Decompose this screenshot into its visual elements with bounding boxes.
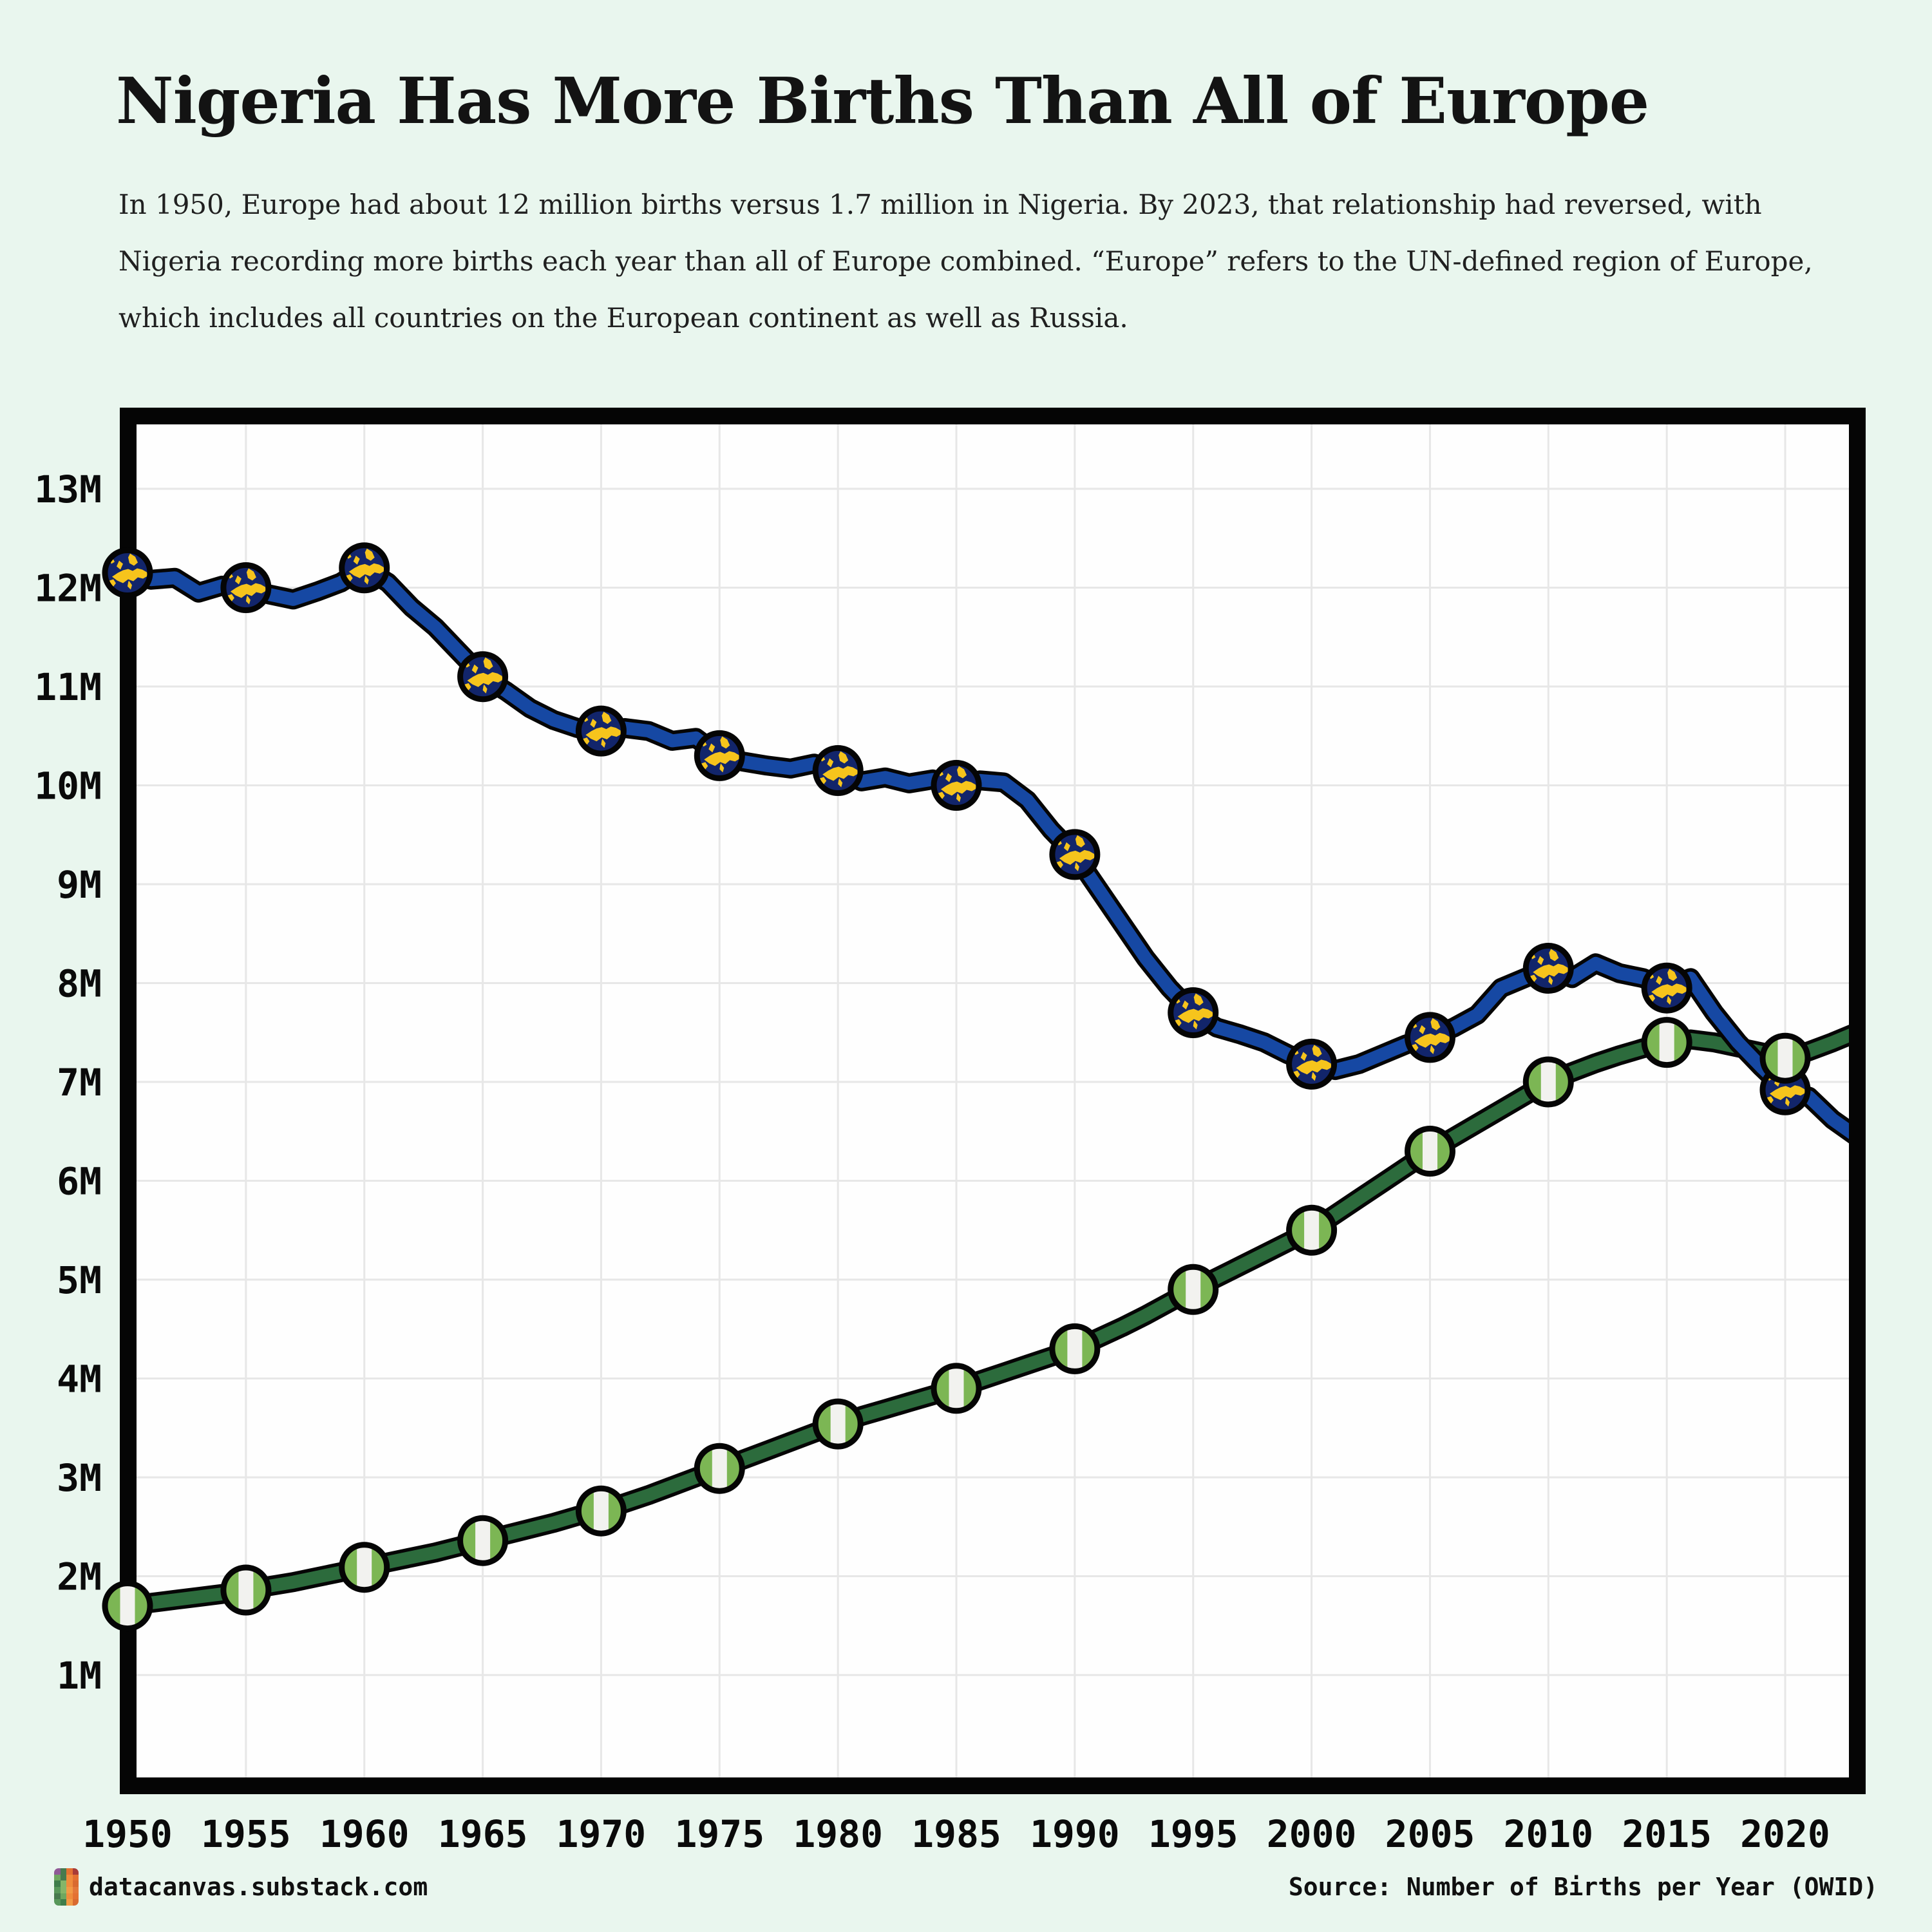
nigeria-marker-1990	[1052, 1326, 1097, 1371]
y-tick-label-12M: 12M	[34, 566, 102, 611]
europe-marker-1960	[342, 545, 387, 591]
logo-pixel	[73, 1875, 79, 1881]
source-credit: Source: Number of Births per Year (OWID)	[1288, 1873, 1878, 1901]
x-tick-label-1960: 1960	[319, 1812, 410, 1856]
footer-left	[54, 1868, 428, 1906]
logo-pixel	[66, 1893, 73, 1900]
nigeria-marker-1950	[105, 1584, 150, 1629]
x-axis-labels	[82, 1812, 1830, 1856]
logo-pixel	[73, 1899, 79, 1906]
x-tick-label-1990: 1990	[1030, 1812, 1120, 1856]
logo-pixel	[54, 1875, 61, 1881]
europe-marker-1975	[697, 733, 742, 778]
logo-pixel	[61, 1893, 67, 1900]
nigeria-marker-1955	[223, 1567, 269, 1613]
logo-pixel	[61, 1899, 67, 1906]
logo-pixel	[66, 1875, 73, 1881]
x-tick-label-1955: 1955	[201, 1812, 291, 1856]
nigeria-marker-1985	[934, 1366, 979, 1411]
x-tick-label-2005: 2005	[1385, 1812, 1475, 1856]
europe-marker-2015	[1644, 965, 1689, 1010]
x-tick-label-1965: 1965	[437, 1812, 528, 1856]
x-tick-label-1985: 1985	[911, 1812, 1001, 1856]
europe-marker-1965	[460, 654, 506, 699]
europe-marker-1955	[223, 565, 269, 611]
y-tick-label-11M: 11M	[34, 665, 102, 709]
logo-pixel	[61, 1868, 67, 1875]
logo-pixel	[61, 1875, 67, 1881]
europe-marker-1985	[934, 763, 979, 808]
y-tick-label-3M: 3M	[57, 1456, 102, 1500]
logo-pixel	[54, 1880, 61, 1887]
y-tick-label-1M: 1M	[57, 1654, 102, 1698]
logo-pixel	[54, 1868, 61, 1875]
europe-marker-2005	[1408, 1015, 1453, 1060]
subtitle-line-1: In 1950, Europe had about 12 million births versus 1.7 million in Nigeria. By 2023, that relationship had reversed, with	[118, 189, 1762, 220]
nigeria-marker-2005	[1408, 1129, 1453, 1174]
y-tick-label-13M: 13M	[34, 468, 102, 511]
logo-pixel	[73, 1880, 79, 1887]
nigeria-marker-1970	[578, 1488, 623, 1533]
nigeria-marker-2015	[1644, 1020, 1689, 1065]
site-url: datacanvas.substack.com	[89, 1873, 428, 1901]
y-tick-label-8M: 8M	[57, 961, 102, 1006]
x-tick-label-1995: 1995	[1148, 1812, 1238, 1856]
y-tick-label-4M: 4M	[57, 1357, 102, 1401]
x-tick-label-2000: 2000	[1266, 1812, 1357, 1856]
y-tick-label-2M: 2M	[57, 1555, 102, 1599]
y-tick-label-6M: 6M	[57, 1159, 102, 1204]
europe-marker-1995	[1171, 990, 1216, 1036]
subtitle-line-2: Nigeria recording more births each year than all of Europe combined. “Europe” refers to the UN-defined region of Europe,	[118, 245, 1813, 277]
logo-pixel	[73, 1893, 79, 1900]
logo-pixel	[61, 1887, 67, 1893]
y-axis-labels	[34, 468, 102, 1698]
nigeria-marker-1980	[815, 1401, 860, 1446]
x-tick-label-2015: 2015	[1622, 1812, 1712, 1856]
nigeria-marker-2000	[1289, 1208, 1334, 1253]
logo-pixel	[61, 1880, 67, 1887]
nigeria-marker-2020	[1763, 1036, 1808, 1081]
logo-pixel	[73, 1887, 79, 1893]
footer	[54, 1868, 1878, 1906]
logo-pixel	[66, 1868, 73, 1875]
europe-marker-2010	[1526, 946, 1571, 991]
logo-pixel	[54, 1887, 61, 1893]
x-tick-label-2020: 2020	[1740, 1812, 1830, 1856]
logo-pixel	[66, 1899, 73, 1906]
nigeria-marker-2010	[1526, 1059, 1571, 1104]
plot-background	[128, 416, 1857, 1786]
nigeria-marker-1965	[460, 1518, 506, 1563]
x-tick-label-2010: 2010	[1503, 1812, 1594, 1856]
europe-marker-1950	[105, 551, 150, 596]
y-tick-label-10M: 10M	[34, 764, 102, 808]
x-tick-label-1975: 1975	[674, 1812, 765, 1856]
nigeria-marker-1995	[1171, 1267, 1216, 1312]
europe-marker-1990	[1052, 832, 1097, 877]
logo-pixel	[54, 1893, 61, 1900]
logo-pixel	[66, 1880, 73, 1887]
y-tick-label-9M: 9M	[57, 863, 102, 907]
nigeria-marker-1975	[697, 1446, 742, 1491]
logo-pixel	[66, 1887, 73, 1893]
page-title: Nigeria Has More Births Than All of Europe	[116, 64, 1649, 138]
y-tick-label-5M: 5M	[57, 1258, 102, 1302]
x-tick-label-1980: 1980	[793, 1812, 884, 1856]
europe-marker-1970	[578, 708, 623, 753]
x-tick-label-1950: 1950	[82, 1812, 173, 1856]
datacanvas-logo-icon	[54, 1868, 79, 1906]
y-tick-label-7M: 7M	[57, 1061, 102, 1104]
x-tick-label-1970: 1970	[556, 1812, 647, 1856]
europe-marker-2000	[1289, 1041, 1334, 1086]
subtitle-line-3: which includes all countries on the European continent as well as Russia.	[118, 302, 1128, 334]
logo-pixel	[54, 1899, 61, 1906]
logo-pixel	[73, 1868, 79, 1875]
nigeria-marker-1960	[342, 1545, 387, 1590]
europe-marker-1980	[815, 748, 860, 793]
